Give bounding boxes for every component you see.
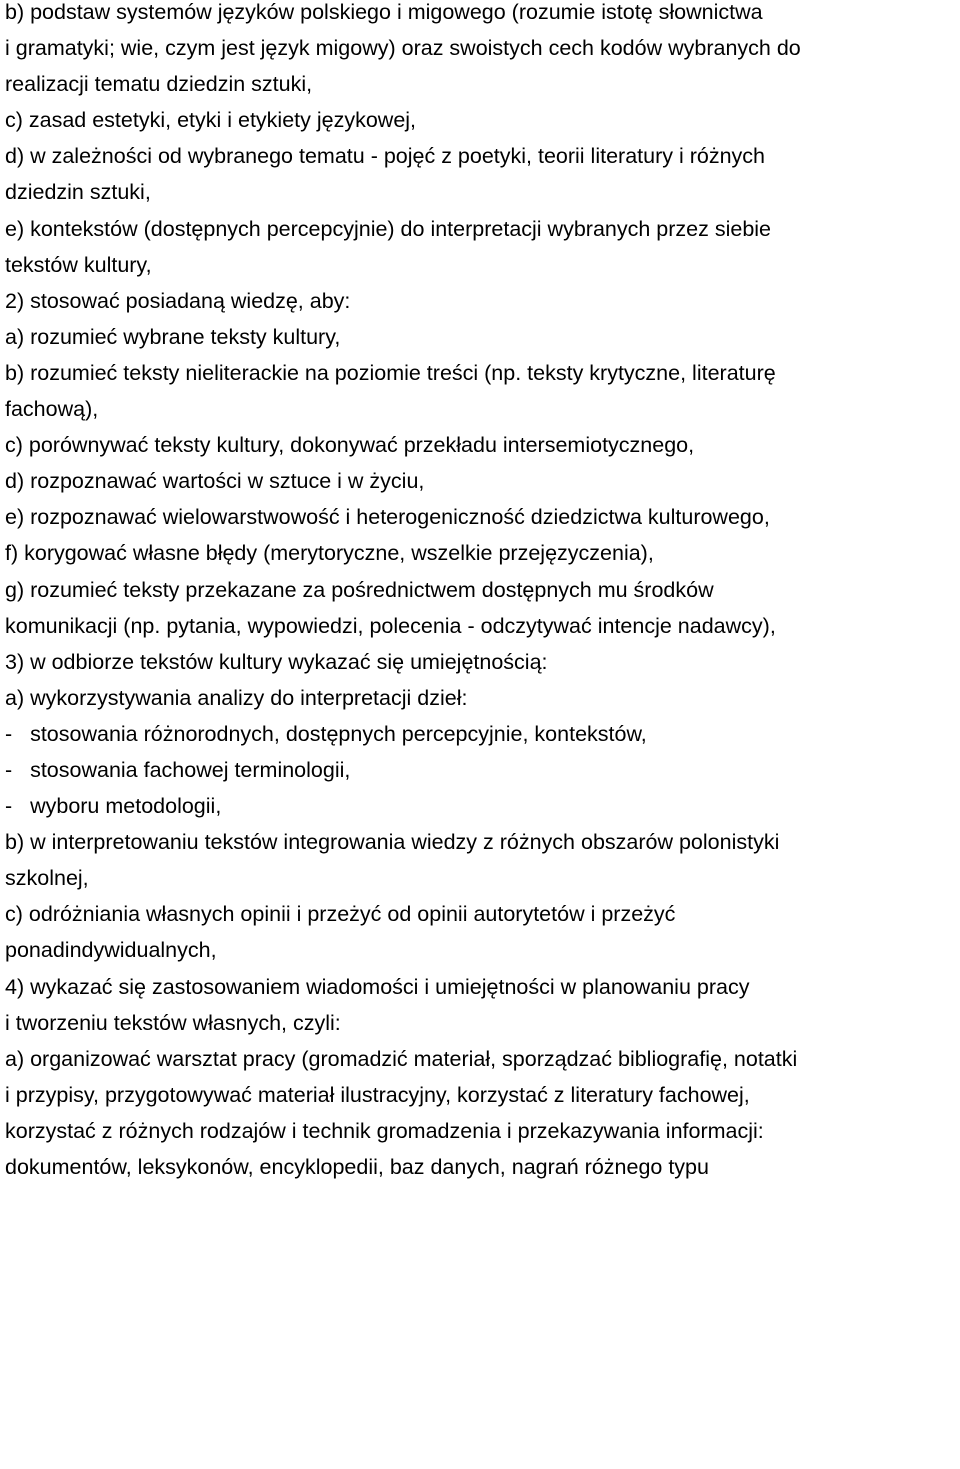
text-line: a) wykorzystywania analizy do interpretacji dzieł: (5, 685, 468, 710)
text-line: c) zasad estetyki, etyki i etykiety językowej, (5, 108, 417, 133)
text-line: f) korygować własne błędy (merytoryczne, wszelkie przejęzyczenia), (5, 541, 654, 566)
text-line: dokumentów, leksykonów, encyklopedii, baz danych, nagrań różnego typu (5, 1155, 709, 1179)
text-line: fachową), (5, 397, 99, 422)
text-line: - stosowania fachowej terminologii, (5, 757, 351, 782)
text-line: e) rozpoznawać wielowarstwowość i heterogeniczność dziedzictwa kulturowego, (5, 505, 770, 530)
text-line: c) odróżniania własnych opinii i przeżyć od opinii autorytetów i przeżyć (5, 902, 676, 927)
text-line: korzystać z różnych rodzajów i technik gromadzenia i przekazywania informacji: (5, 1118, 764, 1143)
text-line: b) rozumieć teksty nieliterackie na poziomie treści (np. teksty krytyczne, literaturę (5, 360, 776, 385)
text-line: a) rozumieć wybrane teksty kultury, (5, 324, 341, 349)
text-line: szkolnej, (5, 866, 89, 891)
text-line: dziedzin sztuki, (5, 180, 151, 205)
text-line: 4) wykazać się zastosowaniem wiadomości i umiejętności w planowaniu pracy (5, 974, 750, 999)
text-line: c) porównywać teksty kultury, dokonywać przekładu intersemiotycznego, (5, 433, 695, 458)
text-line: komunikacji (np. pytania, wypowiedzi, polecenia - odczytywać intencje nadawcy), (5, 613, 776, 638)
text-line: realizacji tematu dziedzin sztuki, (5, 72, 313, 97)
text-line: 3) w odbiorze tekstów kultury wykazać się umiejętnością: (5, 649, 548, 674)
text-line: e) kontekstów (dostępnych percepcyjnie) do interpretacji wybranych przez siebie (5, 216, 772, 241)
text-line: ponadindywidualnych, (5, 938, 217, 963)
document-page (5, 0, 960, 1190)
text-line: d) w zależności od wybranego tematu - pojęć z poetyki, teorii literatury i różnych (5, 144, 766, 169)
text-line: d) rozpoznawać wartości w sztuce i w życiu, (5, 469, 425, 494)
text-line: tekstów kultury, (5, 252, 152, 277)
text-line: g) rozumieć teksty przekazane za pośrednictwem dostępnych mu środków (5, 577, 714, 602)
text-line: 2) stosować posiadaną wiedzę, aby: (5, 288, 351, 313)
text-line: - stosowania różnorodnych, dostępnych percepcyjnie, kontekstów, (5, 721, 647, 746)
text-line: b) podstaw systemów języków polskiego i migowego (rozumie istotę słownictwa (5, 0, 763, 24)
text-line: i gramatyki; wie, czym jest język migowy) oraz swoistych cech kodów wybranych do (5, 36, 801, 61)
text-line: i tworzeniu tekstów własnych, czyli: (5, 1010, 341, 1035)
text-line: - wyboru metodologii, (5, 794, 222, 819)
text-line: i przypisy, przygotowywać materiał ilustracyjny, korzystać z literatury fachowej, (5, 1082, 750, 1107)
text-line: b) w interpretowaniu tekstów integrowania wiedzy z różnych obszarów polonistyki (5, 830, 780, 855)
text-line: a) organizować warsztat pracy (gromadzić materiał, sporządzać bibliografię, notatki (5, 1046, 798, 1071)
